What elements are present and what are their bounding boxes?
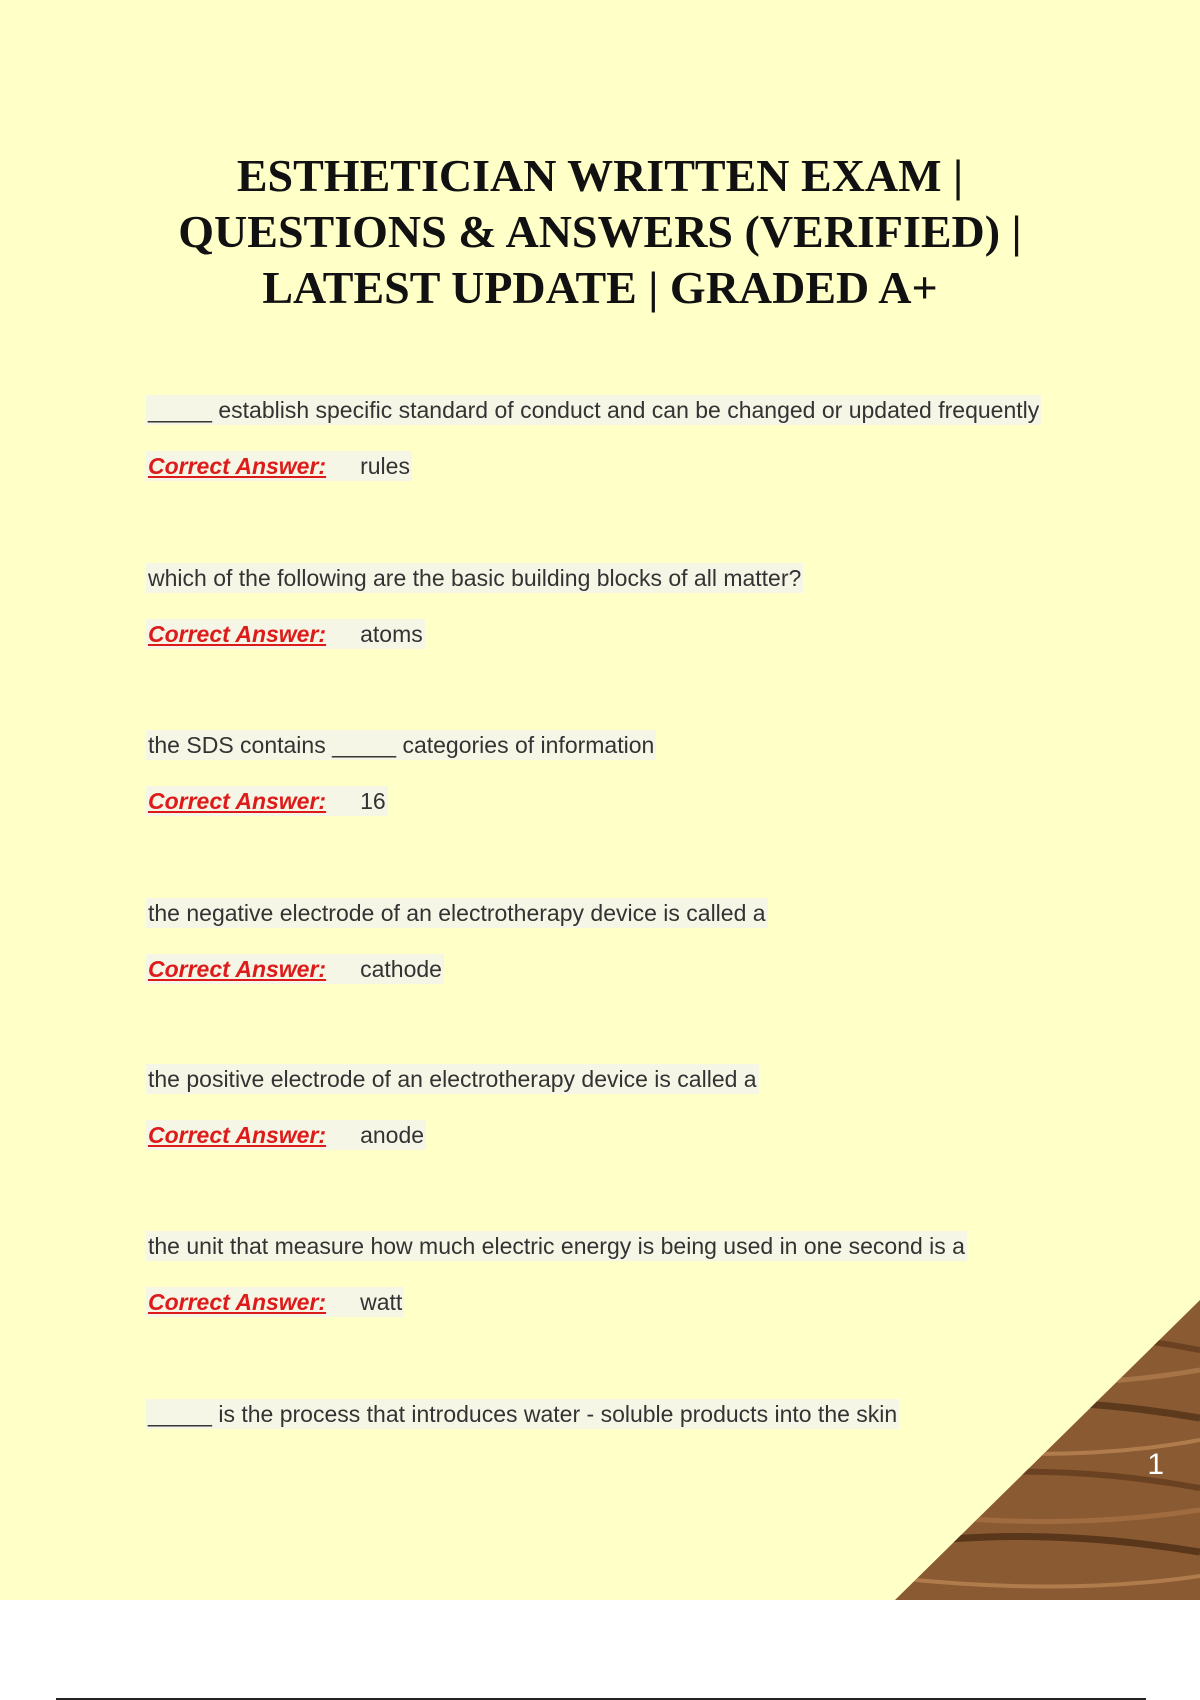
correct-answer-label: Correct Answer: (148, 1289, 327, 1315)
document-title (100, 148, 1100, 316)
answer-text: rules (328, 451, 412, 481)
qa-item-3 (146, 730, 1106, 816)
question-text: the negative electrode of an electrotherapy device is called a (148, 900, 766, 926)
question-text: _____ establish specific standard of conduct and can be changed or updated frequently (148, 397, 1040, 423)
correct-answer-label: Correct Answer: (148, 956, 327, 982)
qa-item-4 (146, 898, 1106, 984)
correct-answer-label: Correct Answer: (148, 1122, 327, 1148)
correct-answer-label: Correct Answer: (148, 621, 327, 647)
answer-row (146, 1120, 1106, 1150)
title-line-2: QUESTIONS & ANSWERS (VERIFIED) | (178, 206, 1022, 257)
answer-text: 16 (328, 786, 388, 816)
answer-row (146, 786, 1106, 816)
question-text: which of the following are the basic building blocks of all matter? (148, 565, 802, 591)
qa-item-5 (146, 1064, 1106, 1150)
correct-answer-label: Correct Answer: (148, 788, 327, 814)
qa-item-1 (146, 395, 1106, 481)
title-line-3: LATEST UPDATE | GRADED A+ (262, 262, 938, 313)
answer-text: atoms (328, 619, 425, 649)
answer-text: watt (328, 1287, 404, 1317)
title-line-1: ESTHETICIAN WRITTEN EXAM | (236, 150, 964, 201)
answer-row (146, 451, 1106, 481)
correct-answer-label: Correct Answer: (148, 453, 327, 479)
answer-row (146, 619, 1106, 649)
answer-text: cathode (328, 954, 444, 984)
qa-item-2 (146, 563, 1106, 649)
answer-text: anode (328, 1120, 426, 1150)
page-number: 1 (1147, 1448, 1164, 1481)
question-text: _____ is the process that introduces water - soluble products into the skin (148, 1401, 898, 1427)
question-text: the SDS contains _____ categories of information (148, 732, 655, 758)
question-text: the positive electrode of an electrotherapy device is called a (148, 1066, 757, 1092)
answer-row (146, 954, 1106, 984)
question-text: the unit that measure how much electric energy is being used in one second is a (148, 1233, 965, 1259)
